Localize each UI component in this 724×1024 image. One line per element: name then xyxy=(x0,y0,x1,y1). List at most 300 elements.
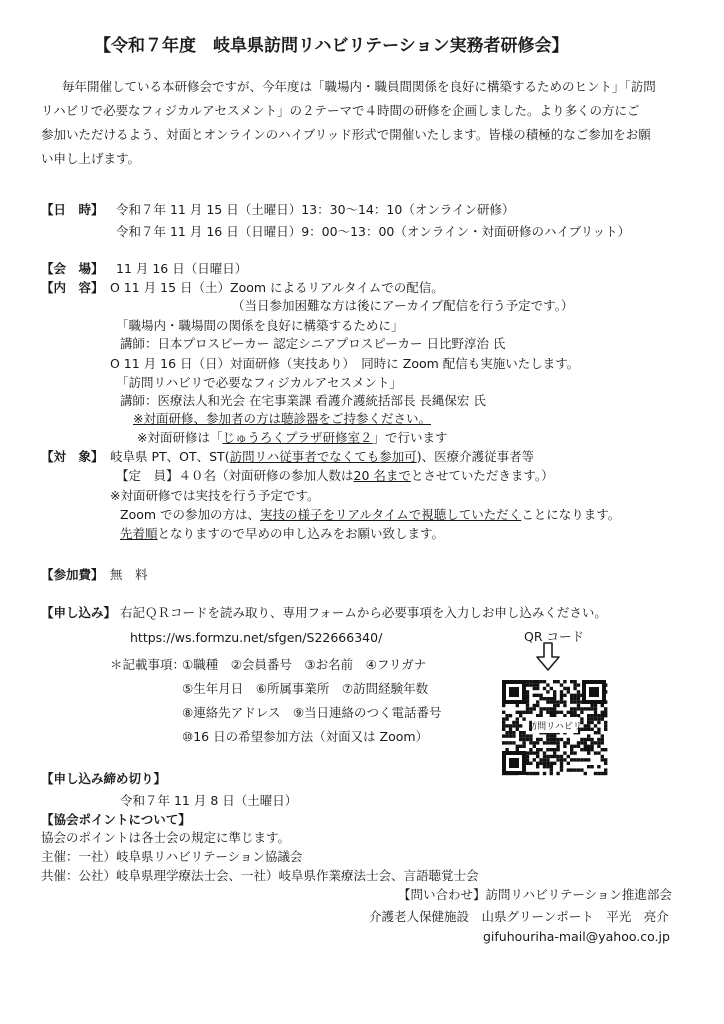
qr-module xyxy=(570,768,573,771)
target-label: 【対 象】 xyxy=(41,449,104,464)
venue-value: 11 月 16 日（日曜日） xyxy=(116,261,248,276)
venue-label: 【会 場】 xyxy=(41,261,104,276)
content-line-9c: 」で行います xyxy=(372,430,448,445)
qr-module xyxy=(550,768,553,771)
qr-module xyxy=(505,748,508,751)
qr-module xyxy=(546,683,549,686)
qr-module xyxy=(577,683,580,686)
intro-line-3: 参加いただけるよう、対面とオンラインのハイブリッド形式で開催いたします。皆様の積極的なご参加をお願 xyxy=(41,127,651,142)
qr-module xyxy=(509,714,512,717)
qr-module xyxy=(587,707,590,710)
qr-module xyxy=(536,738,539,741)
qr-module xyxy=(570,714,573,717)
qr-module xyxy=(580,768,583,771)
target-note-3b: となりますので早めの申し込みをお願い致します。 xyxy=(157,526,445,541)
qr-module xyxy=(597,738,600,741)
qr-module xyxy=(567,738,570,741)
qr-module xyxy=(526,772,529,775)
qr-module xyxy=(550,707,553,710)
qr-module xyxy=(526,738,529,741)
qr-module xyxy=(536,772,539,775)
qr-module xyxy=(553,714,556,717)
apply-label: 【申し込み】 xyxy=(41,605,117,620)
qr-module xyxy=(553,748,556,751)
qr-module xyxy=(526,694,529,697)
qr-module xyxy=(553,741,556,744)
qr-module xyxy=(567,755,570,758)
qr-module xyxy=(604,758,607,761)
qr-module xyxy=(590,738,593,741)
qr-module xyxy=(543,758,546,761)
qr-module xyxy=(522,741,525,744)
qr-module xyxy=(543,762,546,765)
qr-module xyxy=(587,765,590,768)
qr-module xyxy=(573,751,576,754)
qr-module xyxy=(594,751,597,754)
qr-module xyxy=(502,711,505,714)
qr-module xyxy=(529,751,532,754)
qr-module xyxy=(587,714,590,717)
qr-module xyxy=(556,741,559,744)
qr-module xyxy=(546,748,549,751)
qr-module xyxy=(533,683,536,686)
qr-module xyxy=(533,741,536,744)
qr-module xyxy=(601,748,604,751)
qr-module xyxy=(556,700,559,703)
qr-module xyxy=(543,680,546,683)
qr-module xyxy=(567,690,570,693)
qr-module xyxy=(604,762,607,765)
qr-module xyxy=(509,741,512,744)
qr-module xyxy=(560,697,563,700)
qr-label: QR コード xyxy=(524,629,584,644)
qr-module xyxy=(563,704,566,707)
qr-module xyxy=(550,700,553,703)
qr-module xyxy=(550,687,553,690)
qr-module xyxy=(594,717,597,720)
qr-module xyxy=(573,683,576,686)
qr-module xyxy=(577,690,580,693)
qr-module xyxy=(590,745,593,748)
qr-module xyxy=(597,741,600,744)
qr-module xyxy=(560,768,563,771)
qr-module xyxy=(570,697,573,700)
qr-module xyxy=(570,758,573,761)
apply-text: 右記ＱＲコードを読み取り、専用フォームから必要事項を入力しお申し込みください。 xyxy=(120,605,607,620)
qr-module xyxy=(573,758,576,761)
qr-module xyxy=(553,707,556,710)
fee-value: 無 料 xyxy=(110,567,148,582)
qr-module xyxy=(546,738,549,741)
qr-module xyxy=(587,751,590,754)
qr-module xyxy=(573,700,576,703)
qr-module xyxy=(536,762,539,765)
content-label: 【内 容】 xyxy=(41,280,104,295)
qr-module xyxy=(516,728,519,731)
qr-module xyxy=(526,711,529,714)
qr-module xyxy=(580,748,583,751)
qr-module xyxy=(529,741,532,744)
qr-module xyxy=(594,731,597,734)
qr-module xyxy=(536,694,539,697)
qr-module xyxy=(580,707,583,710)
qr-module xyxy=(553,738,556,741)
qr-module xyxy=(543,687,546,690)
cosponsor: 共催：公社）岐阜県理学療法士会、一社）岐阜県作業療法士会、言語聴覚士会 xyxy=(41,868,479,883)
qr-module xyxy=(519,738,522,741)
qr-module xyxy=(590,728,593,731)
fee-label: 【参加費】 xyxy=(41,567,104,582)
qr-module xyxy=(553,700,556,703)
qr-module xyxy=(533,758,536,761)
qr-module xyxy=(567,768,570,771)
qr-module xyxy=(543,741,546,744)
qr-module xyxy=(604,714,607,717)
qr-module xyxy=(597,728,600,731)
qr-module xyxy=(587,738,590,741)
qr-module xyxy=(505,734,508,737)
qr-module xyxy=(550,697,553,700)
datetime-line-1: 令和７年 11 月 15 日（土曜日）13：30〜14：10（オンライン研修） xyxy=(116,202,515,217)
qr-module xyxy=(509,734,512,737)
qr-module xyxy=(519,724,522,727)
datetime-label: 【日 時】 xyxy=(41,202,104,217)
target-note-2b: 実技の様子をリアルタイムで視聴していただく xyxy=(260,507,522,522)
qr-module xyxy=(529,748,532,751)
qr-module xyxy=(519,731,522,734)
qr-module xyxy=(522,738,525,741)
qr-module xyxy=(584,758,587,761)
qr-module xyxy=(563,745,566,748)
qr-module xyxy=(601,711,604,714)
qr-module xyxy=(533,680,536,683)
qr-module xyxy=(573,768,576,771)
qr-module xyxy=(590,704,593,707)
qr-module xyxy=(529,734,532,737)
qr-module xyxy=(577,768,580,771)
qr-module xyxy=(563,741,566,744)
qr-module xyxy=(567,741,570,744)
qr-module xyxy=(563,694,566,697)
target-note-3 xyxy=(120,526,444,541)
qr-module xyxy=(505,714,508,717)
qr-module xyxy=(573,711,576,714)
qr-module xyxy=(536,765,539,768)
qr-module xyxy=(536,683,539,686)
qr-module xyxy=(556,758,559,761)
qr-module xyxy=(560,694,563,697)
apply-url[interactable]: https://ws.formzu.net/sfgen/S22666340/ xyxy=(130,630,383,645)
qr-module xyxy=(546,765,549,768)
qr-module xyxy=(519,734,522,737)
qr-module xyxy=(601,758,604,761)
qr-module xyxy=(505,717,508,720)
organizer: 主催：一社）岐阜県リハビリテーション協議会 xyxy=(41,849,303,864)
qr-module xyxy=(604,721,607,724)
qr-module xyxy=(539,762,542,765)
qr-module xyxy=(556,748,559,751)
qr-module xyxy=(533,772,536,775)
qr-module xyxy=(577,704,580,707)
qr-module xyxy=(526,751,529,754)
qr-module xyxy=(553,694,556,697)
qr-module xyxy=(509,724,512,727)
qr-module xyxy=(573,745,576,748)
qr-module xyxy=(597,772,600,775)
qr-module xyxy=(536,704,539,707)
qr-module xyxy=(573,697,576,700)
qr-module xyxy=(536,751,539,754)
qr-module xyxy=(584,772,587,775)
qr-module xyxy=(519,745,522,748)
qr-module xyxy=(597,731,600,734)
qr-module xyxy=(550,762,553,765)
qr-module xyxy=(567,762,570,765)
contact-line-2: 介護老人保健施設 山県グリーンポート 平光 亮介 xyxy=(369,909,669,924)
qr-module xyxy=(539,758,542,761)
qr-module xyxy=(546,711,549,714)
qr-module xyxy=(526,680,529,683)
qr-module xyxy=(573,707,576,710)
qr-module xyxy=(604,724,607,727)
qr-module xyxy=(553,762,556,765)
qr-module xyxy=(550,738,553,741)
qr-module xyxy=(546,700,549,703)
venue-room: じゅうろくプラザ研修室２ xyxy=(222,430,373,445)
target-line-1c: )、医療介護従事者等 xyxy=(416,449,535,464)
qr-module xyxy=(529,680,532,683)
qr-module xyxy=(536,700,539,703)
content-line-7: 講師：医療法人和光会 在宅事業課 看護介護統括部長 長縄保宏 氏 xyxy=(120,393,486,408)
qr-module xyxy=(601,714,604,717)
qr-module xyxy=(584,707,587,710)
qr-module xyxy=(536,755,539,758)
qr-module xyxy=(529,762,532,765)
qr-module xyxy=(556,711,559,714)
qr-module xyxy=(546,734,549,737)
qr-module xyxy=(543,751,546,754)
qr-module xyxy=(529,683,532,686)
qr-module xyxy=(570,711,573,714)
qr-module xyxy=(526,758,529,761)
qr-module xyxy=(597,765,600,768)
target-line-1 xyxy=(110,449,534,464)
qr-module xyxy=(553,734,556,737)
qr-module xyxy=(533,751,536,754)
qr-module xyxy=(604,711,607,714)
qr-module xyxy=(536,741,539,744)
qr-module xyxy=(556,772,559,775)
items-row-4: ⑩16 日の希望参加方法（対面又は Zoom） xyxy=(182,729,429,744)
intro-line-2: リハビリで必要なフィジカルアセスメント」の２テーマで４時間の研修を企画しました。より多くの方にご xyxy=(41,103,640,118)
capacity-b: 20 名まで xyxy=(353,468,411,483)
qr-module xyxy=(533,687,536,690)
qr-module xyxy=(560,738,563,741)
content-line-5: O 11 月 16 日（日）対面研修（実技あり） 同時に Zoom 配信も実施いたします。 xyxy=(110,356,580,371)
qr-module xyxy=(601,741,604,744)
qr-module xyxy=(539,697,542,700)
qr-module xyxy=(577,741,580,744)
qr-module xyxy=(533,745,536,748)
qr-module xyxy=(526,755,529,758)
qr-module xyxy=(604,768,607,771)
qr-module xyxy=(539,711,542,714)
capacity-a: 【定 員】４０名（対面研修の参加人数は xyxy=(116,468,354,483)
qr-module xyxy=(502,734,505,737)
content-line-9 xyxy=(137,430,448,445)
qr-module xyxy=(573,687,576,690)
points-value: 協会のポイントは各士会の規定に準じます。 xyxy=(41,830,291,845)
qr-module xyxy=(546,758,549,761)
qr-module xyxy=(539,748,542,751)
qr-module xyxy=(522,711,525,714)
qr-module xyxy=(550,772,553,775)
qr-module xyxy=(505,724,508,727)
qr-module xyxy=(580,741,583,744)
qr-module xyxy=(590,714,593,717)
qr-module xyxy=(502,721,505,724)
content-line-9a: ※対面研修は「 xyxy=(137,430,223,445)
qr-module xyxy=(573,694,576,697)
qr-module xyxy=(601,738,604,741)
qr-module xyxy=(563,700,566,703)
qr-module xyxy=(604,748,607,751)
qr-module xyxy=(577,745,580,748)
content-line-6: 「訪問リハビリで必要なフィジカルアセスメント」 xyxy=(116,375,403,390)
qr-module xyxy=(516,748,519,751)
content-line-8: ※対面研修、参加者の方は聴診器をご持参ください。 xyxy=(133,411,431,426)
qr-module xyxy=(512,724,515,727)
qr-module xyxy=(597,714,600,717)
qr-module xyxy=(584,741,587,744)
target-note-2 xyxy=(120,507,620,522)
qr-center-text: 訪問リハビリ xyxy=(528,722,582,732)
qr-module xyxy=(594,724,597,727)
datetime-line-2: 令和７年 11 月 16 日（日曜日）9：00〜13：00（オンライン・対面研修のハイブリット） xyxy=(116,224,631,239)
qr-module xyxy=(590,765,593,768)
qr-module xyxy=(570,694,573,697)
qr-module xyxy=(526,690,529,693)
qr-module xyxy=(567,711,570,714)
qr-module xyxy=(536,687,539,690)
qr-module xyxy=(601,717,604,720)
qr-module xyxy=(580,758,583,761)
qr-module xyxy=(546,697,549,700)
qr-module xyxy=(560,683,563,686)
capacity-line xyxy=(116,468,554,483)
qr-module xyxy=(563,714,566,717)
deadline-label: 【申し込み締め切り】 xyxy=(41,771,167,786)
qr-code-icon[interactable] xyxy=(499,677,609,778)
qr-module xyxy=(509,731,512,734)
qr-module xyxy=(553,697,556,700)
qr-module xyxy=(502,741,505,744)
qr-module xyxy=(580,738,583,741)
qr-module xyxy=(587,734,590,737)
qr-module xyxy=(533,694,536,697)
qr-module xyxy=(573,714,576,717)
qr-module xyxy=(512,731,515,734)
down-arrow-icon xyxy=(535,642,561,672)
qr-module xyxy=(587,728,590,731)
target-note-3a: 先着順 xyxy=(120,526,158,541)
qr-module xyxy=(522,745,525,748)
qr-module xyxy=(509,728,512,731)
qr-module xyxy=(512,741,515,744)
qr-module xyxy=(546,690,549,693)
contact-email[interactable]: gifuhouriha-mail@yahoo.co.jp xyxy=(483,929,670,944)
qr-module xyxy=(590,707,593,710)
qr-module xyxy=(522,717,525,720)
qr-module xyxy=(577,714,580,717)
qr-module xyxy=(502,724,505,727)
qr-module xyxy=(570,707,573,710)
qr-module xyxy=(543,772,546,775)
qr-module xyxy=(539,694,542,697)
qr-module xyxy=(526,683,529,686)
qr-module xyxy=(519,711,522,714)
qr-module xyxy=(516,745,519,748)
qr-module xyxy=(512,734,515,737)
content-line-2: （当日参加困難な方は後にアーカイブ配信を行う予定です。） xyxy=(232,298,574,313)
qr-module xyxy=(533,707,536,710)
qr-module xyxy=(550,711,553,714)
qr-module xyxy=(516,717,519,720)
qr-module xyxy=(563,751,566,754)
qr-module xyxy=(560,700,563,703)
qr-module xyxy=(529,707,532,710)
qr-module xyxy=(563,758,566,761)
qr-module xyxy=(526,700,529,703)
qr-module xyxy=(550,755,553,758)
qr-module xyxy=(546,762,549,765)
target-note-2a: Zoom での参加の方は、 xyxy=(120,507,261,522)
qr-module xyxy=(502,704,505,707)
qr-module xyxy=(597,745,600,748)
qr-module xyxy=(570,751,573,754)
qr-module xyxy=(560,755,563,758)
qr-module xyxy=(604,728,607,731)
qr-module xyxy=(522,734,525,737)
qr-module xyxy=(516,704,519,707)
qr-module xyxy=(556,704,559,707)
qr-module xyxy=(560,690,563,693)
qr-module xyxy=(584,724,587,727)
qr-module xyxy=(573,680,576,683)
qr-module xyxy=(539,714,542,717)
content-line-1: O 11 月 15 日（土）Zoom によるリアルタイムでの配信。 xyxy=(110,280,444,295)
intro-line-4: い申し上げます。 xyxy=(41,151,141,166)
qr-module xyxy=(546,707,549,710)
qr-module xyxy=(560,758,563,761)
qr-module xyxy=(556,755,559,758)
qr-module xyxy=(563,680,566,683)
qr-module xyxy=(550,741,553,744)
qr-module xyxy=(587,717,590,720)
qr-module xyxy=(590,748,593,751)
qr-module xyxy=(519,714,522,717)
qr-module xyxy=(587,724,590,727)
qr-module xyxy=(543,697,546,700)
qr-module xyxy=(553,711,556,714)
qr-module xyxy=(553,690,556,693)
qr-module xyxy=(529,772,532,775)
qr-module xyxy=(587,721,590,724)
qr-module xyxy=(584,748,587,751)
items-row-2: ⑤生年月日 ⑥所属事業所 ⑦訪問経験年数 xyxy=(182,681,429,696)
qr-module xyxy=(543,765,546,768)
qr-module xyxy=(601,755,604,758)
